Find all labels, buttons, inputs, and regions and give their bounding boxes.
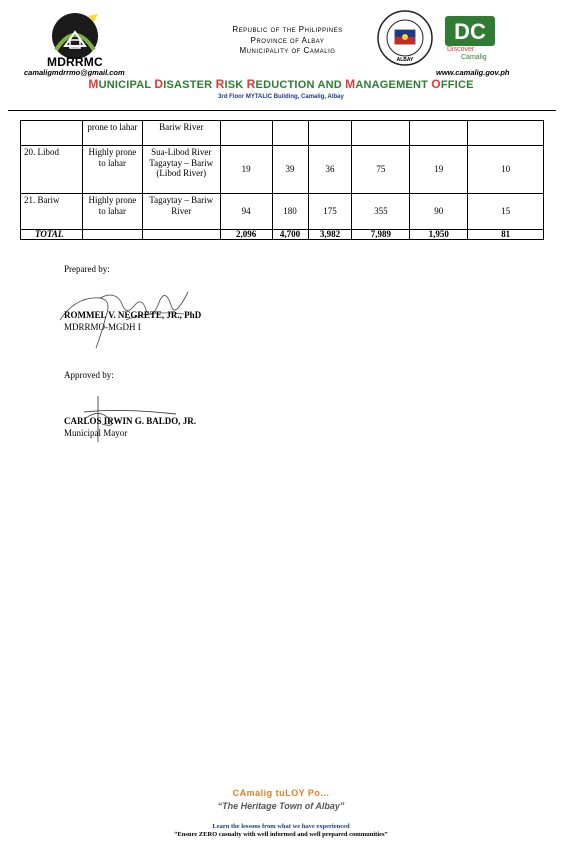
contact-email: camaligmdrrmo@gmail.com [24, 68, 125, 77]
footer-heritage: “The Heritage Town of Albay” [217, 801, 345, 811]
approved-by-name: CARLOS IRWIN G. BALDO, JR. [64, 416, 196, 426]
value-cell: 39 [272, 146, 308, 194]
value-cell: 19 [220, 146, 272, 194]
barangay-cell [21, 121, 83, 146]
prepared-by-name: ROMMEL V. NEGRETE, JR., PhD [64, 310, 202, 320]
office-title: MUNICIPAL DISASTER RISK REDUCTION AND MANAGEMENT OFFICE [88, 77, 474, 91]
table-row [21, 146, 544, 194]
river-cell: Tagaytay – Bariw River [142, 194, 220, 230]
approved-by-title: Municipal Mayor [64, 428, 128, 438]
dc-line-discover: Discover [447, 46, 475, 53]
footer-lessons: Learn the lessons from what we have experienced [212, 823, 350, 830]
hazard-cell: Highly prone to lahar [82, 194, 142, 230]
gov-line-municipality: Municipality of Camalig [239, 46, 336, 55]
total-value-cell: 2,096 [220, 230, 272, 240]
hazard-cell: Highly prone to lahar [82, 146, 142, 194]
value-cell [220, 121, 272, 146]
value-cell: 19 [410, 146, 468, 194]
value-cell [410, 121, 468, 146]
dc-line-camalig: Camalig [461, 53, 487, 61]
gov-line-republic: Republic of the Philippines [232, 25, 343, 34]
table-row [21, 194, 544, 230]
total-value-cell: 81 [468, 230, 544, 240]
river-cell: Bariw River [142, 121, 220, 146]
total-value-cell: 4,700 [272, 230, 308, 240]
value-cell: 10 [468, 146, 544, 194]
empty-cell [142, 230, 220, 240]
government-heading [205, 25, 370, 57]
total-row [21, 230, 544, 240]
website-url: www.camalig.gov.ph [436, 68, 510, 77]
discover-camalig-logo [445, 16, 495, 46]
value-cell: 175 [308, 194, 352, 230]
value-cell [468, 121, 544, 146]
total-label: TOTAL [21, 230, 83, 240]
footer-tagline: CAmalig tuLOY Po... [232, 788, 330, 798]
prepared-by-title: MDRRMO-MGDH I [64, 322, 141, 332]
value-cell: 15 [468, 194, 544, 230]
table-row [21, 121, 544, 146]
municipal-seal [377, 10, 433, 66]
office-address: 3rd Floor MYTALIC Building, Camalig, Albay [218, 94, 344, 100]
barangay-cell: 20. Libod [21, 146, 83, 194]
dc-logo-letters: DC [454, 19, 486, 44]
hazard-cell: prone to lahar [82, 121, 142, 146]
header-divider [8, 110, 556, 111]
value-cell: 75 [352, 146, 410, 194]
value-cell: 36 [308, 146, 352, 194]
value-cell [308, 121, 352, 146]
empty-cell [82, 230, 142, 240]
discover-camalig-text [447, 46, 487, 61]
river-cell: Sua-Libod River Tagaytay – Bariw (Libod River) [142, 146, 220, 194]
svg-text:ALBAY: ALBAY [396, 57, 414, 63]
total-value-cell: 7,989 [352, 230, 410, 240]
value-cell [272, 121, 308, 146]
total-value-cell: 3,982 [308, 230, 352, 240]
value-cell: 355 [352, 194, 410, 230]
value-cell [352, 121, 410, 146]
barangay-cell: 21. Bariw [21, 194, 83, 230]
footer-motto: “Ensure ZERO casualty with well informed and well prepared communities” [174, 831, 388, 838]
approved-by-label: Approved by: [64, 370, 114, 380]
prepared-by-label: Prepared by: [64, 264, 110, 274]
value-cell: 90 [410, 194, 468, 230]
value-cell: 180 [272, 194, 308, 230]
gov-line-province: Province of Albay [250, 35, 325, 45]
org-short-name: MDRRMC [47, 55, 103, 69]
total-value-cell: 1,950 [410, 230, 468, 240]
hazard-table [20, 120, 544, 240]
value-cell: 94 [220, 194, 272, 230]
